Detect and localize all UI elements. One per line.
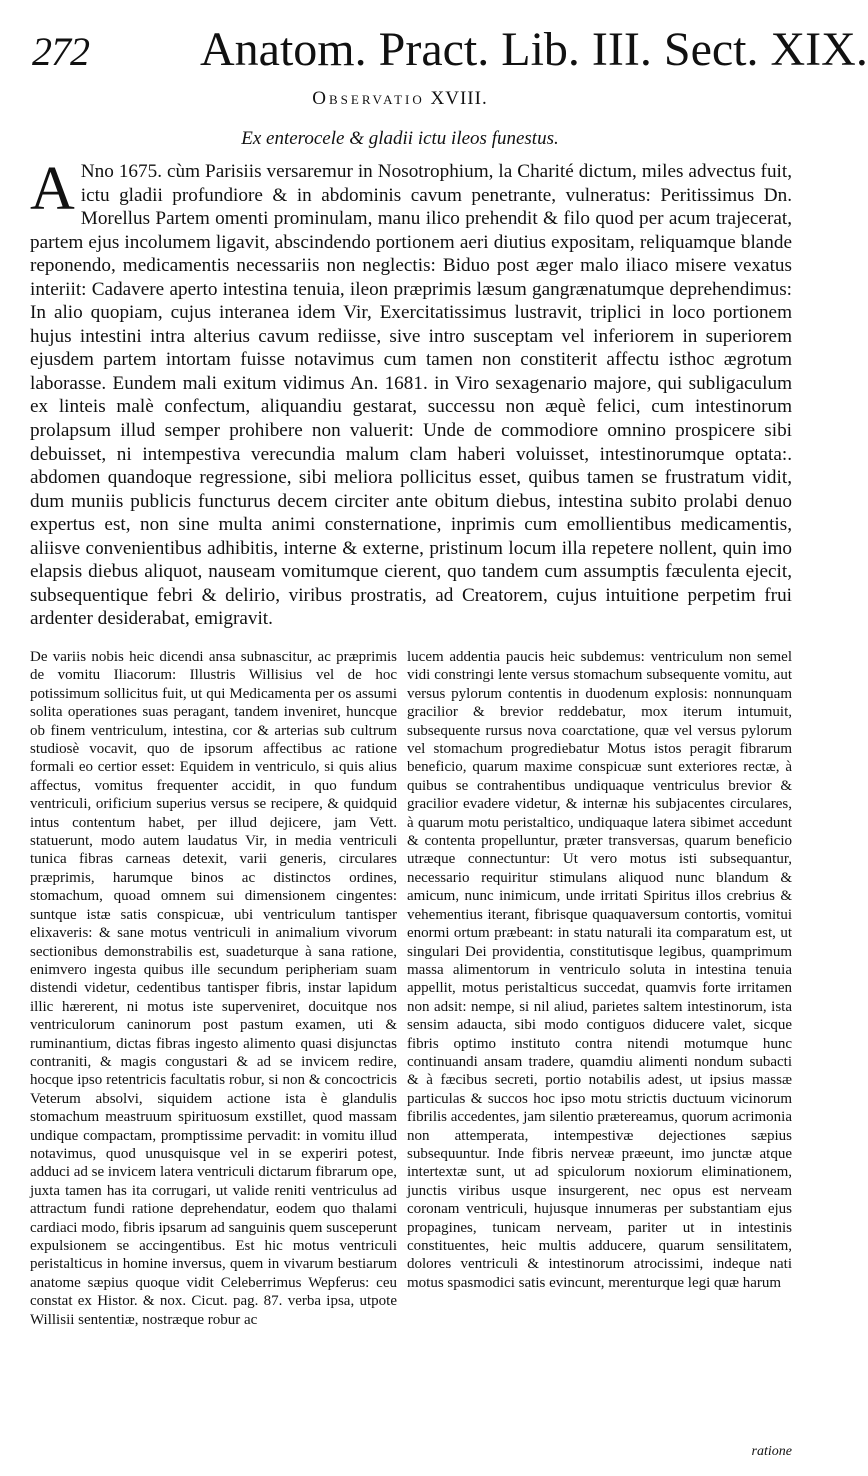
running-head [30,22,868,82]
observation-subtitle: Ex enterocele & gladii ictu ileos funestus. [241,128,559,149]
case-narrative [30,155,792,631]
observation-label: Observatio [312,88,425,109]
commentary-left-text: De variis nobis heic dicendi ansa subnascitur, ac præprimis de vomitu Iliacorum: Illustris Willisius vel de hoc potissimum sollicitus fuit, ut qui Medicamenta per os assumi solita operationes suas peragant, tandem inveniret, huncque ob finem ventriculum, intestina, cor & arterias sub cultrum studiosè vocavit, quo de ipsorum affectibus ac ratione formali eo certior esset: Equidem in ventriculo, si quis alius affectus, vomitus frequenter accidit, in quo fundum ventriculi, orificium superius versus se recipere, & quidquid intus contentum habet, per illud dejicere, jam Vett. statuerunt, modo autem laudatus Vir, in media ventriculi tunica fibras carneas detexit, varii generis, circulares præprimis, harumque binos ac distinctos ordines, stomachum, quoad omnem sui dimensionem cingentes: suntque istæ satis conspicuæ, ubi ventriculum tantisper elixaveris: & sane motus ventriculi in animalium vivorum sectionibus demonstrabilis est, suadeturque à sana ratione, enimvero ingesta quibus ille secundum peripheriam suam distendi videtur, cedentibus tantisper fibris, instar lapidum illic hærerent, ni motus iste superveniret, docuitque nos ventriculorum caninorum post pastum examen, uti & ruminantium, dictas fibras ingesto alimento quasi disjunctas contraniti, & magis congustari & ad se invicem redire, hocque ipso retentricis facultatis robur, si non & concoctricis Veterum absolvi, siquidem actione ista è glandulis stomachum meastruum spirituosum exstillet, quod massam undique compactam, promptissime pervadit: in vomitu illud notavimus, quod unusquisque vel in se experiri potest, adduci ad se invicem latera ventriculi dictarum fibrarum ope, juxta tamen has ita corrugari, ut valide reniti ventriculus ad attractum fundi ratione deprehendatur, eodem quo thalami cardiaci modo, fibris ipsarum ad sanguinis quem susceperunt expulsionem se accingentibus. Est hic motus ventriculi peristalticus in homine inversus, quem in vivarum bestiarum anatome sæpius quoque vidit Celeberrimus Wepferus: ceu constat ex Histor. & nox. Cicut. pag. 87. verba ipsa, utpote Willisii sententiæ, nostræque robur ac [30,649,397,1328]
observation-heading [0,88,800,110]
drop-cap: A [30,155,75,223]
commentary-right-column [407,648,792,1448]
observation-number: XVIII. [430,88,488,109]
commentary-left-column [30,648,397,1448]
running-title: Anatom. Pract. Lib. III. Sect. XIX. [200,23,868,76]
catchword: ratione [751,1444,792,1459]
page-number: 272 [32,29,89,74]
case-narrative-text: Nno 1675. cùm Parisiis versaremur in Nosotrophium, la Charité dictum, miles advectus fuit, ictu gladii profundiore & in abdominis cavum penetrante, vulneratus: Peritissimus Dn. Morellus Partem omenti prominulam, manu ilico prehendit & filo quod per acum trajecerat, partem ejus incolumem ligavit, abscindendo portionem aeri diutius expositam, reliquamque blande reponendo, medicamentis necessariis non neglectis: Biduo post æger malo iliaco misere vexatus interiit: Cadavere aperto intestina tenuia, ileon præprimis læsum gangrænatumque deprehendimus: In alio quopiam, cujus interanea idem Vir, Exercitatissimus lustravit, triplici in loco portionem hujus intestini intra alterius cavum rediisse, sive intro susceptam vel inferiorem in superiorem ejusdem partem intortam fuisse notavimus cum tamen non constiterit affectu isthoc ægrotum laborasse. Eundem mali exitum vidimus An. 1681. in Viro sexagenario majore, qui subligaculum ex linteis malè confectum, aliquandiu gestarat, successu non æquè felici, cum intestinorum prolapsum illud semper prohibere non valuerit: Unde de commodiore omnino prospicere sibi debuisset, ni intempestiva verecundia malum clam haberi voluisset, intestinorumque optata:. abdomen quandoque regressione, sibi meliora pollicitus esset, quibus tamen se frustratum vidit, dum muniis publicis functurus decem circiter ante obitum diebus, intestina subito prolabi denuo expertus est, non sine multa animi consternatione, inprimis cum emollientibus medicamentis, aliisve convenientibus adhibitis, interne & externe, pristinum locum illa repetere nollent, quin imo elapsis diebus aliquot, nauseam vomitumque cierent, quo tandem cum assumptis fæculenta ejecit, subsequentique febri & delirio, viribus prostratis, ad Creatorem, cujus intuitione perpetim frui ardenter desiderabat, emigravit. [30,161,792,630]
commentary-right-text: lucem addentia paucis heic subdemus: ventriculum non semel vidi constringi lente versus stomachum subsequente vomitu, aut versus pylorum contentis in duodenum explosis: nonnunquam gracilior & brevior reddebatur, mox iterum intumuit, subsequente rursus nova coarctatione, quæ vel versus pylorum vel stomachum progrediebatur Motus istos peragit fibrarum beneficio, quarum maxime conspicuæ sunt exteriores rectæ, à quibus se contrahentibus undiquaque ventriculus brevior & gracilior evadere videtur, & internæ his subjacentes circulares, à quarum motu peristaltico, undiquaque latera sibimet accedunt & contenta propelluntur, præter transversas, quarum beneficio utræque connectuntur: Ut vero motus isti subsequantur, necessario requiritur stimulans aliquod nunc blandum & amicum, nunc inimicum, unde irritati Spiritus illos crebrius & vehementius iterant, fibrisque quaquaversum contortis, vomitui enormi ortum præbeant: in statu naturali ita comparatum est, ut singulari Dei providentia, constitutisque legibus, quamprimum massa alimentorum in ventriculo soluta in intestina tenuia appellit, motus peristalticus succedat, quamvis forte irritamen non adsit: nempe, si nil aliud, parietes saltem intestinorum, ista sensim adaucta, sibi modo contiguos diducere valet, sicque fibris optimo instituto contra nitendi motumque hunc continuandi ansam tradere, quamdiu alimenti nondum subacti & à fæcibus secreti, portio notabilis adest, ut ipsius massæ particulas & succos hoc ipso motu strictis ductuum vicinorum fibrilis accedentes, jam silentio prætereamus, quorum acrimonia non attemperata, intempestivæ dejectiones sæpius subsequuntur. Inde fibris nerveæ præeunt, imo junctæ atque intertextæ sunt, ut ad spiculorum noxiorum eliminationem, junctis viribus usque insurgerent, nec opus est nerveam coronam ventriculi, hujusque innumeras per substantiam ejus propagines, tunicam nerveam, pariter ut in intestinis constituentes, heic multis adducere, quarum sensilitatem, dolores ventriculi & intestinorum atrocissimi, indeque nati motus spasmodici satis evincunt, merenturque legi quæ harum [407,649,792,1291]
